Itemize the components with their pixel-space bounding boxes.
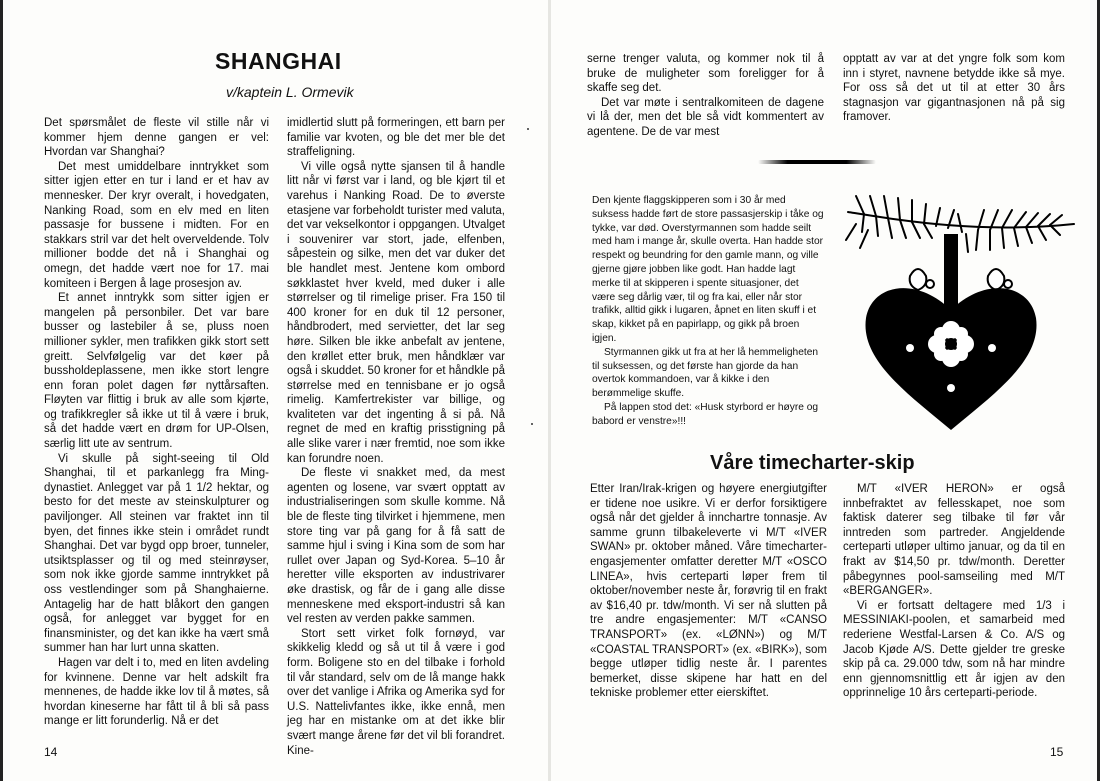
- page-gutter: [548, 0, 551, 781]
- paragraph: Stort sett virket folk fornøyd, var skikkelig kledd og så ut til å være i god form. Boligene sto en del tilbake i forhold til vår standard, selv om de lå mange hakk over det vanlige i Afrika og Amerika syd for U.S. Nattelivfantes ikke, ikke ennå, men jeg har en mistanke om at det ikke blir svært mange årene før det vil bli forandret. Kine-: [287, 627, 505, 757]
- left-column-1: [44, 116, 269, 728]
- paragraph: Vi skulle på sight-seeing til Old Shanghai, til et parkanlegg fra Ming-dynastiet. Anlegget var på 1 1/2 hektar, og besto for det meste av steinskulpturer og paviljonger. All steinen var fraktet inn til byen, det finnes ikke stein i området rundt Shanghai. Det var bygd opp broer, tunneler, utsiktsplasser og til og med steinrøyser, som nok ikke gjorde samme inntrykket på oss vestlendinger som på Shanghaierne. Antagelig har de hatt blåkort den gangen også, for anlegget var bygget for en finansminister, og det kan ikke ha vært små summer han har lurt unna skatten.: [44, 452, 269, 655]
- paragraph: Det mest umiddelbare inntrykket som sitter igjen etter en tur i land er et hav av mennesker. Der kryr overalt, i hovedgaten, Nanking Road, som en elv med en liten passasje for bussene i midten. For en stakkars stril var det helt overveldende. Tolv millioner bodde det nå i Shanghai og omegn, det hadde vært noe for 17. mai komiteen i Bergen å lage prosesjon av.: [44, 160, 269, 290]
- paragraph: Det var møte i sentralkomiteen de dagene vi lå der, men det ble så vidt kommentert av agentene. De de var mest: [587, 96, 824, 138]
- section-divider: [758, 160, 876, 164]
- page-edge-left: [0, 0, 3, 781]
- page-number-right: 15: [1050, 745, 1064, 759]
- paragraph: Vi ville også nytte sjansen til å handle litt når vi først var i land, og ble kjørt til et varehus i Nanking Road. De to øverste etasjene var forbeholdt turister med valuta, det var vekselkontor i oppgangen. Utvalget i souvenirer var stort, jade, elfenben, såpestein og silke, men det var duker det ble handlet mest. Jentene kom ombord søkklastet hver kveld, med duker i alle størrelser og til rimelige priser. Fra 150 til 400 kroner for en duk til 12 personer, håndbrodert, med servietter, det lar seg høre. Silken ble ikke anbefalt av jentene, den krøllet etter bruk, men håndklær var også i skuddet. 50 kroner for et håndkle på størrelse med en tennisbane er jo også rimelig. Kamfertrekister var billige, og kvaliteten var det ingenting å si på. Nå regnet de med en kraftig prisstigning på alle slike varer i nær fremtid, noe som ikke kan forundre noen.: [287, 160, 506, 465]
- anecdote-box: [592, 194, 824, 429]
- page-number-left: 14: [44, 745, 58, 759]
- left-column-2: [287, 116, 506, 757]
- paragraph: M/T «IVER HERON» er også innbefraktet av fellesskapet, noe som faktisk daterer seg tilbake til før vår inntreden som partreder. Angjeldende certeparti utløper ultimo januar, og da til en frakt av $14,50 pr. tdw/month. Deretter påbegynnes pool-samseiling med M/T «BERGANGER».: [843, 483, 1065, 598]
- section-heading: Våre timecharter-skip: [710, 452, 915, 474]
- paragraph: De fleste vi snakket med, da mest agenten og losene, var svært opptatt av industrialiseringen som skulle komme. Nå ble de fleste ting tilvirket i hjemmene, men store ting var på gang for å få satt de samme hjul i sving i Kina som de som har rullet over Japan og Syd-Korea. 5–10 år heretter ville eksporten av industrivarer øke drastisk, og får de i gang alle disse menneskene med eksport-industri så kan vel resten av verden pakke sammen.: [287, 467, 505, 626]
- paragraph: Vi er fortsatt deltagere med 1/3 i MESSINIAKI-poolen, et samarbeid med rederiene Westfal-Larsen & Co. A/S og Jacob Kjøde A/S. Dette gjelder tre greske skip på ca. 29.000 tdw, som nå har mindre enn gjennomsnittlig ett år igjen av den opprinnelige 10 års certeparti-periode.: [843, 599, 1065, 700]
- right-column-bottom-2: [843, 482, 1065, 700]
- right-column-top-2: [843, 52, 1065, 132]
- heart-ornament-illustration: [838, 184, 1082, 436]
- paragraph: Den kjente flaggskipperen som i 30 år med suksess hadde ført de store passasjerskip i tåke og tykke, var død. Overstyrmannen som hadde seilt med ham i mange år, skulle overta. Han hadde stor respekt og beundring for den gamle mann, og ville gjerne gjøre jobben like godt. Han hadde lagt merke til at skipperen i spente situasjoner, det være seg dårlig vær, til og fra kai, eller når stor trafikk, alltid gikk i lugaren, åpnet en liten skuff i et skap, kikket på en papirlapp, og gikk på broen igjen.: [592, 195, 824, 344]
- paragraph: serne trenger valuta, og kommer nok til å bruke de muligheter som foreligger for å skaffe seg det.: [587, 53, 824, 95]
- paragraph: Hagen var delt i to, med en liten avdeling for kvinnene. Denne var helt adskilt fra mennenes, de hadde ikke lov til å møtes, så hvordan kineserne har fått til å bli så pass mange er litt forunderlig. Nå er det: [44, 656, 269, 728]
- paragraph: imidlertid slutt på formeringen, ett barn per familie var kvoten, og ble det mer ble det straffeligning.: [287, 117, 505, 159]
- article-title: SHANGHAI: [215, 48, 342, 74]
- paragraph: opptatt av var at det yngre folk som kom inn i styret, navnene betydde ikke så mye. For oss så det ut til at etter 30 års stagnasjon var gigantnasjonen nå på sig framover.: [843, 53, 1065, 124]
- paragraph: Det spørsmålet de fleste vil stille når vi kommer hjem denne gangen er vel: Hvordan var Shanghai?: [44, 117, 269, 159]
- speck: [531, 423, 533, 425]
- paragraph: Et annet inntrykk som sitter igjen er mangelen på personbiler. Det var bare busser og lastebiler å se, pluss noen millioner sykler, men trafikken gikk stort sett greitt. Selvfølgelig var det køer på bussholdeplassene, men ikke stort lengre enn foran polet dagen før nyttårsaften. Fløyten var flittig i bruk av alle som kjørte, og trafikkregler så ikke ut til å være i bruk, så det hadde vært en drøm for UP-Olsen, særlig litt ute av sentrum.: [44, 292, 269, 451]
- right-column-top-1: [587, 52, 824, 142]
- speck: [527, 128, 529, 130]
- paragraph: Styrmannen gikk ut fra at her lå hemmeligheten til suksessen, og det første han gjorde da han overtok kommandoen, var å kikke i den berømmelige skuffe.: [592, 346, 819, 400]
- paragraph: Etter Iran/Irak-krigen og høyere energiutgifter er tidene noe usikre. Vi er derfor forsiktigere også når det gjelder å innchartre tonnasje. Av samme grunn tilbakeleverte vi M/T «IVER SWAN» pr. oktober måned. Våre timecharter-engasjementer omfatter deretter M/T «OSCO LINEA», hvis certeparti løper frem til oktober/november neste år, forøvrig til en frakt av $16,40 pr. tdw/month. Vi ser nå slutten på tre andre engasjementer: M/T «CANSO TRANSPORT» (ex. «LØNN») og M/T «COASTAL TRANSPORT» (ex. «BIRK»), som begge utløper tidlig neste år. I parentes bemerket, disse skipene har hatt en del tekniske problemer etter eierskiftet.: [590, 483, 827, 700]
- article-byline: v/kaptein L. Ormevik: [226, 84, 354, 100]
- right-column-bottom-1: [590, 482, 827, 730]
- paragraph: På lappen stod det: «Husk styrbord er høyre og babord er venstre»!!!: [592, 401, 819, 427]
